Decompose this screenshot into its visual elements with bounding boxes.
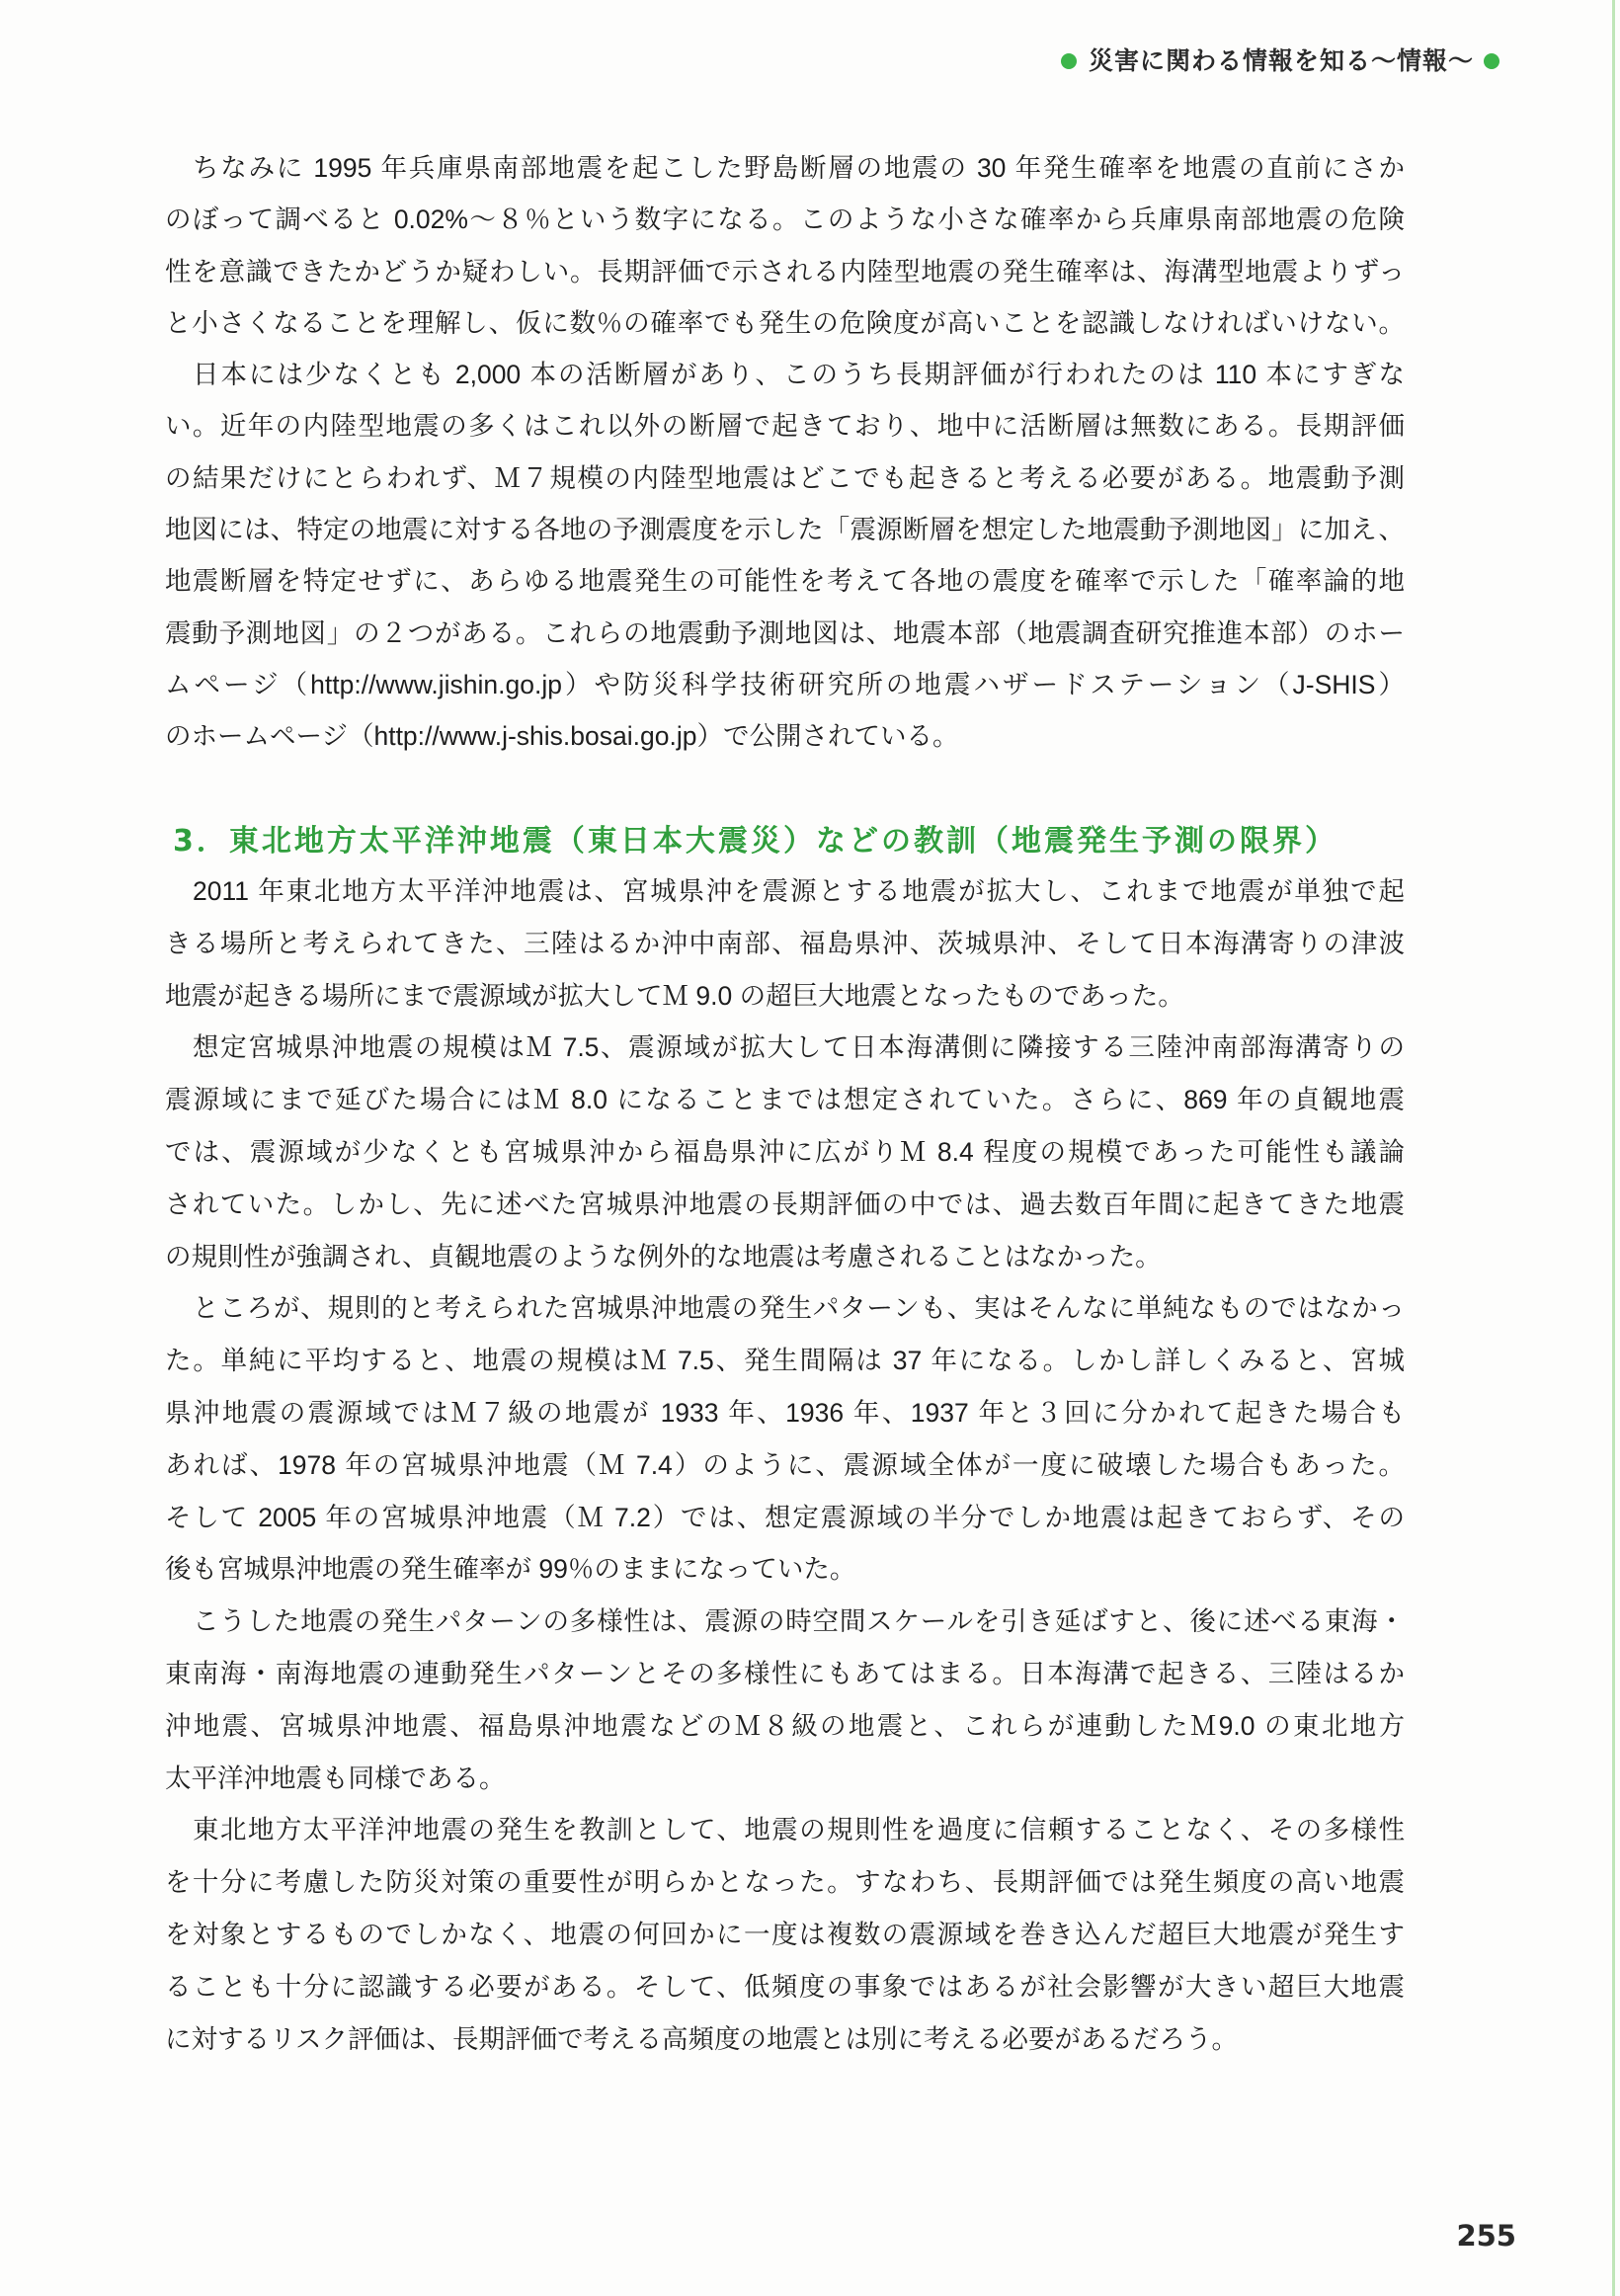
- text-line: 震動予測地図」の２つがある。これらの地震動予測地図は、地震本部（地震調査研究推進本部）のホー: [165, 617, 1405, 648]
- text-line: 2011 年東北地方太平洋沖地震は、宮城県沖を震源とする地震が拡大し、これまで地震が単独で起: [193, 876, 1405, 906]
- text-line: を十分に考慮した防災対策の重要性が明らかとなった。すなわち、長期評価では発生頻度の高い地震: [165, 1867, 1405, 1898]
- text-line: 沖地震、宮城県沖地震、福島県沖地震などのＭ８級の地震と、これらが連動したＭ9.0 の東北地方: [165, 1710, 1405, 1741]
- text-line: きる場所と考えられてきた、三陸はるか沖中南部、福島県沖、茨城県沖、そして日本海溝寄りの津波: [165, 928, 1405, 958]
- page-number: 255: [1456, 2219, 1516, 2253]
- text-line: では、震源域が少なくとも宮城県沖から福島県沖に広がりＭ 8.4 程度の規模であった可能性も議論: [165, 1136, 1405, 1167]
- text-line: ちなみに 1995 年兵庫県南部地震を起こした野島断層の地震の 30 年発生確率を地震の直前にさか: [193, 153, 1405, 183]
- text-line: 東南海・南海地震の連動発生パターンとその多様性にもあてはまる。日本海溝で起きる、三陸はるか: [165, 1658, 1405, 1688]
- text-line: い。近年の内陸型地震の多くはこれ以外の断層で起きており、地中に活断層は無数にある。長期評価: [165, 411, 1405, 442]
- text-line: と小さくなることを理解し、仮に数％の確率でも発生の危険度が高いことを認識しなければいけない。: [165, 307, 1405, 338]
- text-line: あれば、1978 年の宮城県沖地震（Ｍ 7.4）のように、震源域全体が一度に破壊した場合もあった。: [165, 1449, 1405, 1480]
- text-line: を対象とするものでしかなく、地震の何回かに一度は複数の震源域を巻き込んだ超巨大地震が発生す: [165, 1919, 1405, 1949]
- running-header-title: 災害に関わる情報を知る〜情報〜: [1089, 46, 1475, 75]
- text-line: の規則性が強調され、貞観地震のような例外的な地震は考慮されることはなかった。: [165, 1241, 1162, 1271]
- text-line: 想定宮城県沖地震の規模はＭ 7.5、震源域が拡大して日本海溝側に隣接する三陸沖南部海溝寄りの: [193, 1032, 1405, 1063]
- text-line: の結果だけにとらわれず、Ｍ７規模の内陸型地震はどこでも起きると考える必要がある。地震動予測: [165, 462, 1405, 493]
- text-line: 県沖地震の震源域ではＭ７級の地震が 1933 年、1936 年、1937 年と３回に分かれて起きた場合も: [165, 1397, 1405, 1428]
- text-line: ることも十分に認識する必要がある。そして、低頻度の事象ではあるが社会影響が大きい超巨大地震: [165, 1971, 1405, 2002]
- paragraph: [165, 1022, 1405, 1282]
- bullet-dot-icon: [1484, 53, 1499, 69]
- text-line: ところが、規則的と考えられた宮城県沖地震の発生パターンも、実はそんなに単純なものではなかっ: [193, 1293, 1405, 1324]
- text-line: されていた。しかし、先に述べた宮城県沖地震の長期評価の中では、過去数百年間に起きてきた地震: [165, 1189, 1405, 1219]
- paragraph: [165, 349, 1405, 762]
- text-line: 地震が起きる場所にまで震源域が拡大してＭ 9.0 の超巨大地震となったものであった。: [165, 980, 1184, 1011]
- paragraph: [165, 865, 1405, 1022]
- text-line: に対するリスク評価は、長期評価で考える高頻度の地震とは別に考える必要があるだろう。: [165, 2023, 1238, 2054]
- text-line: 地震断層を特定せずに、あらゆる地震発生の可能性を考えて各地の震度を確率で示した「確率論的地: [165, 566, 1405, 597]
- text-block: [165, 865, 1405, 2065]
- text-line: のぼって調べると 0.02%〜８％という数字になる。このような小さな確率から兵庫県南部地震の危険: [165, 205, 1405, 235]
- text-line: 震源域にまで延びた場合にはＭ 8.0 になることまでは想定されていた。さらに、869 年の貞観地震: [165, 1085, 1405, 1115]
- text-line: た。単純に平均すると、地震の規模はＭ 7.5、発生間隔は 37 年になる。しかし詳しくみると、宮城: [165, 1346, 1405, 1376]
- section-heading: 3．東北地方太平洋沖地震（東日本大震災）などの教訓（地震発生予測の限界）: [173, 824, 1335, 859]
- page-edge-line: [1612, 0, 1615, 2296]
- text-line: ムページ（http://www.jishin.go.jp）や防災科学技術研究所の地震ハザードステーション（J-SHIS）: [165, 669, 1405, 699]
- running-header: [1061, 43, 1515, 79]
- text-line: そして 2005 年の宮城県沖地震（Ｍ 7.2）では、想定震源域の半分でしか地震は起きておらず、その: [165, 1502, 1405, 1532]
- paragraph: [165, 1282, 1405, 1596]
- bullet-dot-icon: [1061, 53, 1077, 69]
- paragraph: [165, 142, 1405, 349]
- paragraph: [165, 1804, 1405, 2065]
- text-line: 太平洋沖地震も同様である。: [165, 1763, 506, 1793]
- text-line: 東北地方太平洋沖地震の発生を教訓として、地震の規則性を過度に信頼することなく、その多様性: [193, 1815, 1405, 1845]
- text-line: 性を意識できたかどうか疑わしい。長期評価で示される内陸型地震の発生確率は、海溝型地震よりずっ: [165, 256, 1405, 287]
- text-line: のホームページ（http://www.j-shis.bosai.go.jp）で公開されている。: [165, 721, 959, 752]
- text-block: [165, 142, 1405, 763]
- text-line: 後も宮城県沖地震の発生確率が 99％のままになっていた。: [165, 1554, 856, 1585]
- paragraph: [165, 1596, 1405, 1804]
- text-line: 地図には、特定の地震に対する各地の予測震度を示した「震源断層を想定した地震動予測地図」に加え、: [165, 515, 1405, 545]
- text-line: 日本には少なくとも 2,000 本の活断層があり、このうち長期評価が行われたのは 110 本にすぎな: [193, 360, 1405, 390]
- text-line: こうした地震の発生パターンの多様性は、震源の時空間スケールを引き延ばすと、後に述べる東海・: [193, 1606, 1405, 1637]
